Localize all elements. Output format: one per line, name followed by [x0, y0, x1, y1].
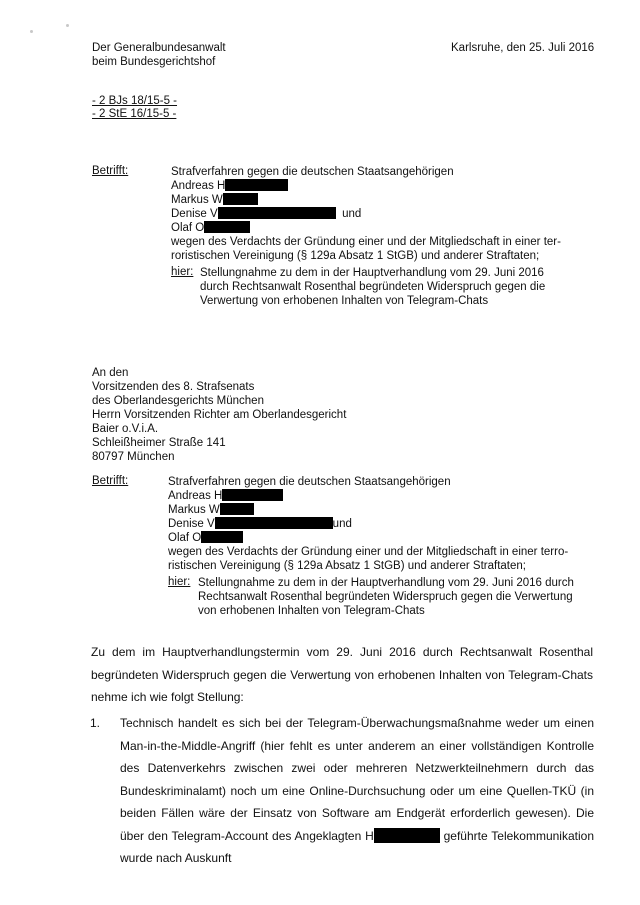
hier-line: durch Rechtsanwalt Rosenthal begründeten Widerspruch gegen die [200, 281, 546, 293]
defendant-3: Denise V und [171, 208, 362, 220]
defendant-2: Markus W [168, 503, 568, 517]
hier-text [200, 266, 545, 308]
recipient-address [92, 366, 346, 464]
subject-label: Betrifft: [92, 165, 129, 177]
hier-line: von erhobenen Inhalten von Telegram-Chats [198, 605, 425, 617]
defendant-4: Olaf O [171, 221, 561, 235]
redaction-bar [223, 193, 258, 205]
charge-line-2: ristischen Vereinigung (§ 129a Absatz 1 StGB) und anderer Straftaten; [168, 560, 526, 572]
address-line: 80797 München [92, 451, 175, 463]
defendant-3: Denise V und [168, 518, 352, 530]
defendant-4: Olaf O [168, 531, 568, 545]
redaction-bar [218, 207, 336, 219]
defendant-2: Markus W [171, 193, 561, 207]
redaction-bar [215, 517, 333, 529]
list-item-text: geführte Telekommunikation wurde nach Auskunft [120, 828, 594, 865]
file-reference-2: - 2 StE 16/15-5 - [92, 108, 177, 120]
defendant-1: Andreas H [168, 489, 568, 503]
address-line: An den [92, 367, 129, 379]
scan-speck [66, 24, 69, 27]
subject-block [168, 475, 568, 573]
subject-title: Strafverfahren gegen die deutschen Staatsangehörigen [171, 166, 454, 178]
redaction-bar [204, 221, 250, 233]
file-reference-1: - 2 BJs 18/15-5 - [92, 95, 178, 107]
charge-line-1: wegen des Verdachts der Gründung einer und der Mitgliedschaft in einer terro- [168, 546, 569, 558]
redaction-bar [220, 503, 254, 515]
address-line: Baier o.V.i.A. [92, 423, 159, 435]
hier-line: Stellungnahme zu dem in der Hauptverhandlung vom 29. Juni 2016 durch [198, 577, 574, 589]
charge-line-1: wegen des Verdachts der Gründung einer und der Mitgliedschaft in einer ter- [171, 236, 561, 248]
redaction-bar [374, 828, 440, 843]
subject-label: Betrifft: [92, 475, 129, 487]
place-date: Karlsruhe, den 25. Juli 2016 [451, 42, 595, 54]
hier-label: hier: [171, 266, 194, 278]
address-line: Schleißheimer Straße 141 [92, 437, 226, 449]
list-item-text: Technisch handelt es sich bei der Telegram-Überwachungsmaßnahme weder um einen Man-in-the-Middle-Angriff (hier fehlt es unter anderem an einer vollständigen Kontrolle des Datenverkehrs zwischen zwei oder mehreren Netzwerkteilnehmern durch das Bundeskriminalamt) noch um eine Online-Durchsuchung oder um eine Quellen-TKÜ (in beiden Fällen wäre der Einsatz von Software am Endgerät erforderlich gewesen). Die über den Telegram-Account des Angeklagten H [120, 716, 594, 843]
redaction-bar [201, 531, 243, 543]
address-line: Herrn Vorsitzenden Richter am Oberlandesgericht [92, 409, 347, 421]
subject-block [171, 165, 561, 263]
list-number: 1. [90, 716, 101, 730]
subject-title: Strafverfahren gegen die deutschen Staatsangehörigen [168, 476, 451, 488]
address-line: Vorsitzenden des 8. Strafsenats [92, 381, 255, 393]
hier-line: Stellungnahme zu dem in der Hauptverhandlung vom 29. Juni 2016 [200, 267, 544, 279]
authority-line-2: beim Bundesgerichtshof [92, 56, 216, 68]
redaction-bar [222, 489, 283, 501]
hier-label: hier: [168, 576, 191, 588]
hier-line: Rechtsanwalt Rosenthal begründeten Widerspruch gegen die Verwertung [198, 591, 573, 603]
authority-line-1: Der Generalbundesanwalt [92, 42, 226, 54]
intro-paragraph: Zu dem im Hauptverhandlungstermin vom 29. Juni 2016 durch Rechtsanwalt Rosenthal begründeten Widerspruch gegen die Verwertung von erhobenen Inhalten von Telegram-Chats nehme ich wie folgt Stellung: [91, 645, 593, 704]
address-line: des Oberlandesgerichts München [92, 395, 264, 407]
list-item-1 [120, 712, 594, 870]
redaction-bar [225, 179, 288, 191]
defendant-1: Andreas H [171, 179, 561, 193]
hier-line: Verwertung von erhobenen Inhalten von Telegram-Chats [200, 295, 489, 307]
hier-text [198, 576, 574, 618]
charge-line-2: roristischen Vereinigung (§ 129a Absatz 1 StGB) und anderer Straftaten; [171, 250, 540, 262]
scan-speck [30, 30, 33, 33]
